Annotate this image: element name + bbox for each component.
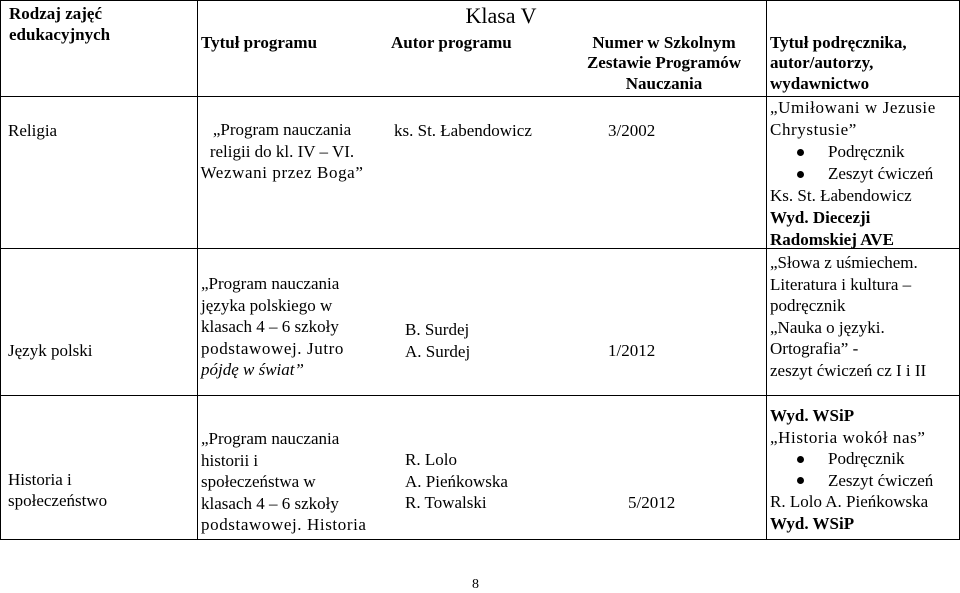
page-number: 8 xyxy=(472,577,479,592)
program-line: klasach 4 – 6 szkoły xyxy=(201,493,339,513)
textbook-item-label: Podręcznik xyxy=(828,142,905,161)
textbook-item-label: Zeszyt ćwiczeń xyxy=(828,470,934,490)
header-program-author: Autor programu xyxy=(391,33,512,52)
author-line: A. Surdej xyxy=(405,341,471,361)
textbook-line: „Nauka o języki. xyxy=(770,317,885,337)
textbook-item xyxy=(770,163,960,185)
program-line: klasach 4 – 6 szkoły xyxy=(201,317,339,336)
program-line: społeczeństwa w xyxy=(201,472,316,491)
row-divider xyxy=(1,395,959,396)
bullet-icon xyxy=(797,149,804,156)
subject-jezyk-polski: Język polski xyxy=(8,341,93,360)
textbook-author: R. Lolo A. Pieńkowska xyxy=(770,492,929,511)
header-subject-type-line1: Rodzaj zajęć xyxy=(9,4,102,23)
textbook-author: Ks. St. Łabendowicz xyxy=(770,186,912,205)
textbook-line: podręcznik xyxy=(770,296,846,315)
program-line: podstawowej. Historia xyxy=(201,515,367,534)
number-religia: 3/2002 xyxy=(608,121,656,140)
author-religia: ks. St. Łabendowicz xyxy=(394,121,532,140)
program-line: „Program nauczania xyxy=(201,274,340,293)
header-program-number-line3: Nauczania xyxy=(625,74,703,93)
program-line: języka polskiego w xyxy=(201,295,333,315)
textbook-item-label: Zeszyt ćwiczeń xyxy=(828,164,934,183)
textbook-line: zeszyt ćwiczeń cz I i II xyxy=(770,360,927,380)
publisher-line: Wyd. WSiP xyxy=(770,513,855,533)
textbook-item xyxy=(770,448,960,470)
author-line: R. Lolo xyxy=(405,450,457,469)
bullet-icon xyxy=(797,456,804,463)
subject-historia-line2: społeczeństwo xyxy=(8,491,108,510)
publisher-line: Wyd. WSiP xyxy=(770,406,855,425)
program-jezyk-polski xyxy=(201,273,369,381)
number-historia: 5/2012 xyxy=(628,493,676,512)
program-line: Wezwani przez Boga” xyxy=(200,163,364,182)
column-divider xyxy=(197,1,198,539)
textbook-line: Ortografia” - xyxy=(770,339,859,358)
subject-religia: Religia xyxy=(8,121,58,140)
header-textbook-line2: autor/autorzy, xyxy=(770,53,874,72)
textbook-line: „Słowa z uśmiechem. xyxy=(770,253,918,272)
textbook-line: Literatura i kultura – xyxy=(770,274,912,294)
header-program-number-line1: Numer w Szkolnym xyxy=(592,33,736,52)
program-religia xyxy=(196,119,368,184)
subject-historia-line1: Historia i xyxy=(8,470,72,489)
program-line: historii i xyxy=(201,450,259,470)
publisher-line: Wyd. Diecezji xyxy=(770,208,871,227)
textbook-item xyxy=(770,141,960,163)
class-title: Klasa V xyxy=(465,3,537,28)
number-jezyk-polski: 1/2012 xyxy=(608,341,656,360)
program-line: „Program nauczania xyxy=(201,429,340,448)
program-historia xyxy=(201,428,369,536)
textbook-religia xyxy=(770,97,960,251)
header-program-number-line2: Zestawie Programów xyxy=(586,53,742,72)
bullet-icon xyxy=(797,477,804,484)
header-subject-type-line2: edukacyjnych xyxy=(9,25,111,44)
header-textbook-line1: Tytuł podręcznika, xyxy=(770,33,907,52)
program-line: religii do kl. IV – VI. xyxy=(209,141,355,161)
author-line: R. Towalski xyxy=(405,493,487,512)
bullet-icon xyxy=(797,171,804,178)
author-jezyk-polski xyxy=(405,319,470,362)
author-line: A. Pieńkowska xyxy=(405,471,508,491)
program-line: „Program nauczania xyxy=(212,120,352,139)
header-program-title: Tytuł programu xyxy=(201,33,318,52)
author-line: B. Surdej xyxy=(405,320,470,339)
textbook-title-line: „Historia wokół nas” xyxy=(770,427,926,447)
textbook-historia xyxy=(770,405,960,534)
textbook-title-line: „Umiłowani w Jezusie xyxy=(770,98,936,117)
program-line: pójdę w świat” xyxy=(201,360,304,379)
textbook-item-label: Podręcznik xyxy=(828,449,905,468)
publisher-line: Radomskiej AVE xyxy=(770,230,894,249)
author-historia xyxy=(405,449,508,514)
textbook-jezyk-polski xyxy=(770,252,960,381)
program-line: podstawowej. Jutro xyxy=(201,338,345,358)
column-divider xyxy=(766,1,767,539)
textbook-item xyxy=(770,470,960,492)
textbook-title-line: Chrystusie” xyxy=(770,120,857,139)
header-textbook-line3: wydawnictwo xyxy=(770,74,870,93)
